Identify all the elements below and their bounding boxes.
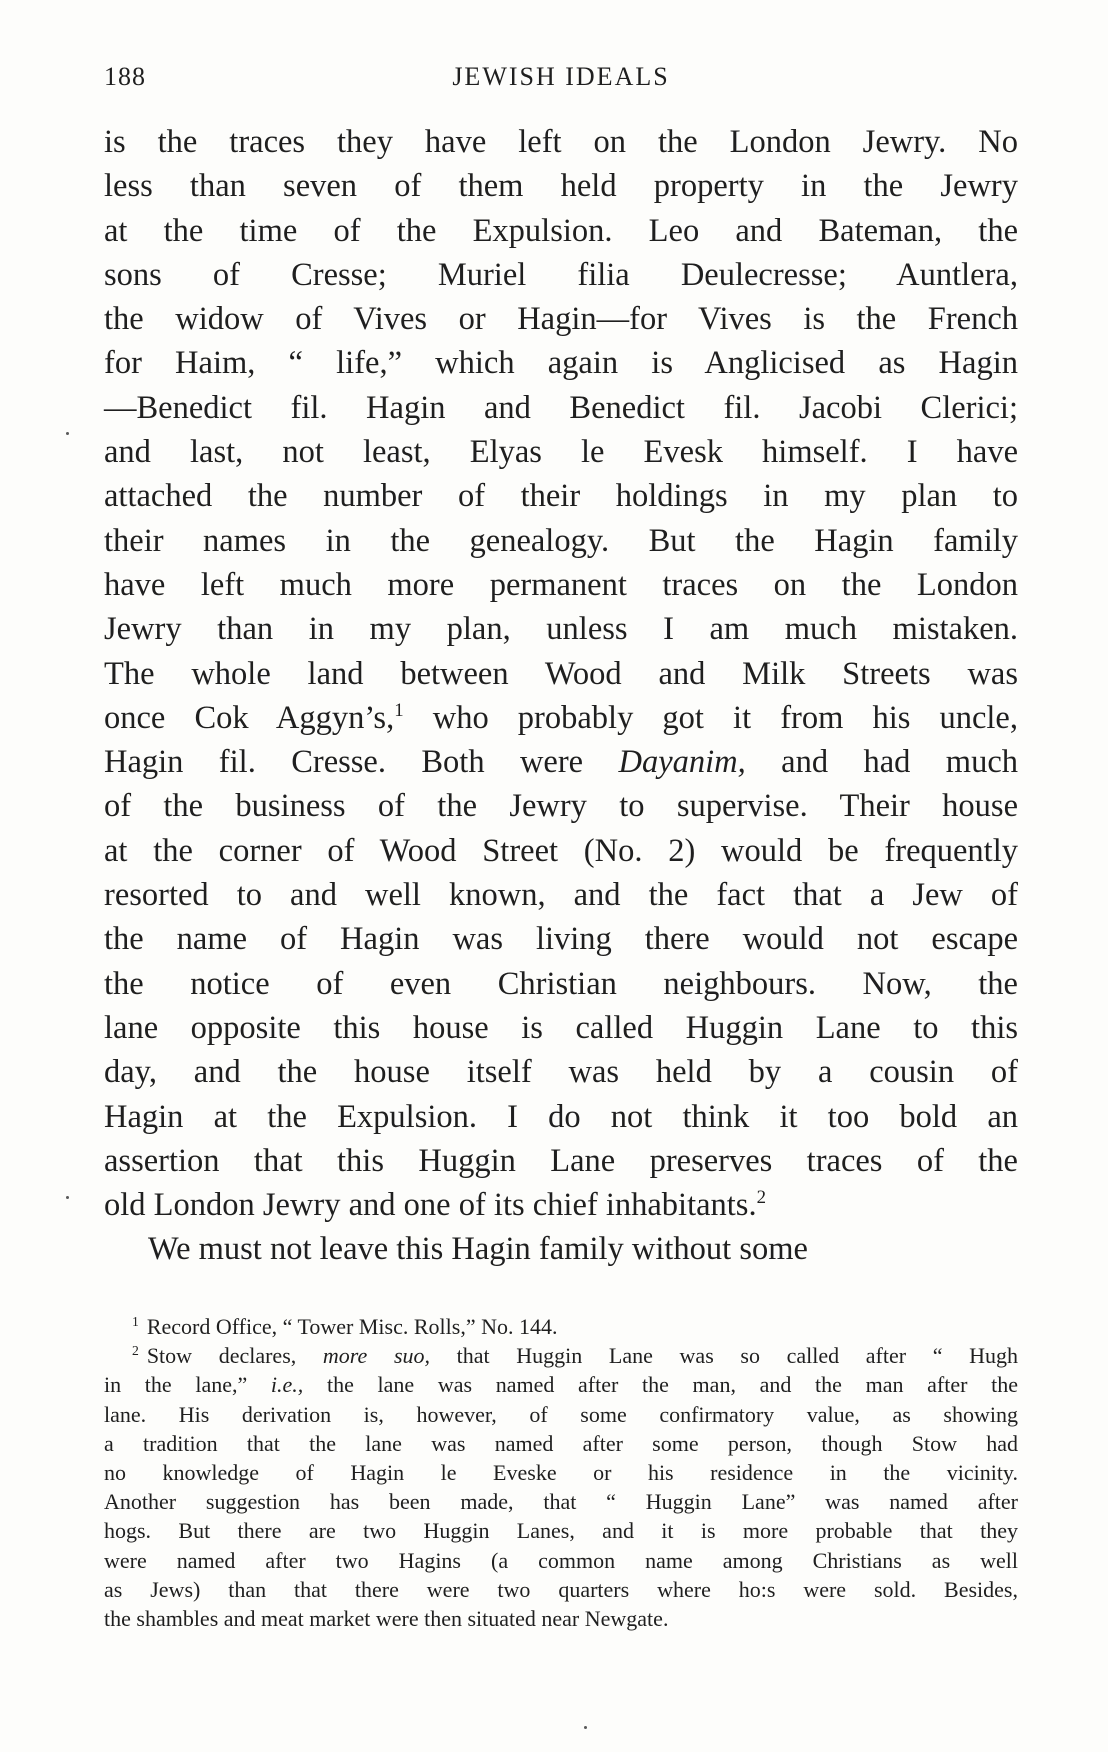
footnote-italic: i.e., xyxy=(270,1372,304,1398)
text-line: the widow of Vives or Hagin—for Vives is the French xyxy=(104,301,1018,338)
footnote-1 xyxy=(104,1312,1018,1341)
footnote-line xyxy=(104,1370,1018,1399)
paper-speck xyxy=(584,1726,587,1729)
text-line: and last, not least, Elyas le Evesk himself. I have xyxy=(104,434,1018,471)
text-line: —Benedict fil. Hagin and Benedict fil. Jacobi Clerici; xyxy=(104,389,1018,426)
text-line: the name of Hagin was living there would not escape xyxy=(104,921,1018,958)
text-line: day, and the house itself was held by a cousin of xyxy=(104,1054,1018,1091)
text-line: their names in the genealogy. But the Hagin family xyxy=(104,522,1018,559)
footnote-text: Record Office, “ Tower Misc. Rolls,” No. 144. xyxy=(146,1314,558,1339)
footnote-line: no knowledge of Hagin le Eveske or his residence in the vicinity. xyxy=(104,1459,1018,1485)
page-number: 188 xyxy=(104,62,146,91)
footnote-2 xyxy=(104,1341,1018,1370)
text-line: Jewry than in my plan, unless I am much mistaken. xyxy=(104,611,1018,648)
paper-speck xyxy=(66,432,69,435)
footnote-line: hogs. But there are two Huggin Lanes, and it is more probable that they xyxy=(104,1518,1018,1544)
paper-speck xyxy=(66,1196,69,1199)
body-text xyxy=(104,120,1018,1272)
text-line: attached the number of their holdings in my plan to xyxy=(104,478,1018,515)
footnote-reference-1[interactable]: 1 xyxy=(394,700,404,722)
text-line xyxy=(104,740,1018,784)
footnote-text: that Huggin Lane was so called after “ Hugh xyxy=(430,1343,1019,1369)
footnote-line: Another suggestion has been made, that “ Huggin Lane” was named after xyxy=(104,1489,1018,1515)
footnote-text: in the lane,” xyxy=(104,1372,271,1398)
text-line: The whole land between Wood and Milk Streets was xyxy=(104,655,1018,692)
text-line: less than seven of them held property in the Jewry xyxy=(104,168,1018,205)
footnote-text: the lane was named after the man, and the man after the xyxy=(303,1372,1018,1398)
text-run: who probably got it from his uncle, xyxy=(403,699,1018,736)
text-line: of the business of the Jewry to supervise. Their house xyxy=(104,788,1018,825)
footnote-line: as Jews) than that there were two quarters where ho:s were sold. Besides, xyxy=(104,1576,1018,1602)
footnote-marker: 2 xyxy=(132,1342,139,1358)
italic-term: Dayanim, xyxy=(618,744,746,781)
running-head xyxy=(104,62,1018,102)
text-line: have left much more permanent traces on the London xyxy=(104,566,1018,603)
text-line: assertion that this Huggin Lane preserves traces of the xyxy=(104,1142,1018,1179)
footnote-line: a tradition that the lane was named after some person, though Stow had xyxy=(104,1430,1018,1456)
text-run: once Cok Aggyn’s, xyxy=(104,699,395,736)
footnote-line: the shambles and meat market were then situated near Newgate. xyxy=(104,1605,669,1631)
text-run: and had much xyxy=(745,744,1018,781)
text-line: is the traces they have left on the London Jewry. No xyxy=(104,124,1018,160)
text-line: at the corner of Wood Street (No. 2) would be frequently xyxy=(104,832,1018,869)
footnote-line: lane. His derivation is, however, of some confirmatory value, as showing xyxy=(104,1401,1018,1427)
paragraph-start-line: We must not leave this Hagin family without some xyxy=(148,1231,808,1268)
text-line: at the time of the Expulsion. Leo and Bateman, the xyxy=(104,212,1018,249)
text-line: sons of Cresse; Muriel filia Deulecresse; Auntlera, xyxy=(104,256,1018,293)
text-line: lane opposite this house is called Huggin Lane to this xyxy=(104,1009,1018,1046)
footnotes xyxy=(104,1312,1018,1633)
text-line xyxy=(104,1183,1018,1227)
footnote-text: Stow declares, xyxy=(146,1343,323,1369)
footnote-italic: more suo, xyxy=(322,1343,431,1369)
running-title: JEWISH IDEALS xyxy=(452,62,670,91)
footnote-line: were named after two Hagins (a common name among Christians as well xyxy=(104,1547,1018,1573)
text-line xyxy=(104,696,1018,740)
text-run: Hagin fil. Cresse. Both were xyxy=(104,744,619,781)
text-run: old London Jewry and one of its chief inhabitants. xyxy=(104,1187,757,1224)
text-line: resorted to and well known, and the fact that a Jew of xyxy=(104,877,1018,914)
text-line: for Haim, “ life,” which again is Anglicised as Hagin xyxy=(104,345,1018,382)
text-line: the notice of even Christian neighbours. Now, the xyxy=(104,965,1018,1002)
footnote-reference-2[interactable]: 2 xyxy=(756,1187,766,1209)
footnote-marker: 1 xyxy=(132,1313,139,1329)
text-line: Hagin at the Expulsion. I do not think it too bold an xyxy=(104,1098,1018,1135)
